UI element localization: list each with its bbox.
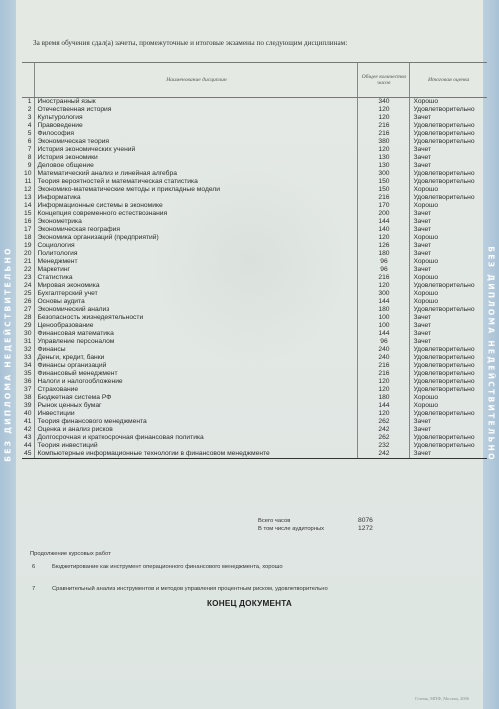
row-number: 16 bbox=[24, 218, 32, 225]
discipline-name: Экономическая теория bbox=[35, 138, 358, 146]
row-number: 15 bbox=[24, 210, 32, 217]
hours-cell: 120 bbox=[358, 114, 410, 122]
discipline-name: Налоги и налогообложение bbox=[35, 378, 358, 386]
hours-cell: 200 bbox=[358, 210, 410, 218]
table-row bbox=[22, 178, 487, 186]
row-number: 42 bbox=[24, 426, 32, 433]
coursework-item bbox=[30, 585, 460, 593]
grade-cell: Удовлетворительно bbox=[410, 130, 487, 138]
grade-cell: Зачет bbox=[410, 314, 487, 322]
hours-cell: 300 bbox=[358, 170, 410, 178]
table-row bbox=[22, 354, 487, 362]
table-row bbox=[22, 402, 487, 410]
grade-cell: Зачет bbox=[410, 242, 487, 250]
total-hours-value: 8076 bbox=[358, 517, 373, 524]
grade-cell: Удовлетворительно bbox=[410, 306, 487, 314]
hours-cell: 150 bbox=[358, 186, 410, 194]
hours-cell: 232 bbox=[358, 442, 410, 450]
grade-cell: Хорошо bbox=[410, 258, 487, 266]
row-number: 12 bbox=[24, 186, 32, 193]
row-number: 37 bbox=[24, 386, 32, 393]
discipline-name: Экономика организаций (предприятий) bbox=[35, 234, 358, 242]
hours-cell: 96 bbox=[358, 258, 410, 266]
discipline-name: Философия bbox=[35, 130, 358, 138]
grade-cell: Удовлетворительно bbox=[410, 346, 487, 354]
table-row bbox=[22, 258, 487, 266]
hours-cell: 120 bbox=[358, 410, 410, 418]
header-grade: Итоговая оценка bbox=[410, 63, 487, 98]
row-number: 18 bbox=[24, 234, 32, 241]
row-number: 23 bbox=[24, 274, 32, 281]
table-row bbox=[22, 314, 487, 322]
table-row bbox=[22, 274, 487, 282]
row-number: 36 bbox=[24, 378, 32, 385]
table-row bbox=[22, 98, 487, 107]
hours-cell: 140 bbox=[358, 226, 410, 234]
hours-cell: 180 bbox=[358, 306, 410, 314]
grade-cell: Хорошо bbox=[410, 202, 487, 210]
row-number: 8 bbox=[27, 154, 32, 161]
grade-cell: Удовлетворительно bbox=[410, 378, 487, 386]
row-number: 32 bbox=[24, 346, 32, 353]
row-number: 34 bbox=[24, 362, 32, 369]
hours-cell: 100 bbox=[358, 322, 410, 330]
table-row bbox=[22, 298, 487, 306]
hours-cell: 180 bbox=[358, 250, 410, 258]
grade-cell: Удовлетворительно bbox=[410, 106, 487, 114]
discipline-name: Мировая экономика bbox=[35, 282, 358, 290]
printer-imprint: Гознак, МПФ, Москва, 2006 bbox=[415, 696, 469, 701]
discipline-name: Экономический анализ bbox=[35, 306, 358, 314]
hours-cell: 130 bbox=[358, 162, 410, 170]
grades-body bbox=[22, 98, 487, 459]
grade-cell: Зачет bbox=[410, 210, 487, 218]
grade-cell: Хорошо bbox=[410, 234, 487, 242]
row-number: 45 bbox=[22, 450, 35, 459]
grade-cell: Зачет bbox=[410, 114, 487, 122]
grade-cell: Удовлетворительно bbox=[410, 170, 487, 178]
row-number: 5 bbox=[27, 130, 32, 137]
grade-cell: Зачет bbox=[410, 162, 487, 170]
discipline-name: История экономики bbox=[35, 154, 358, 162]
table-row bbox=[22, 362, 487, 370]
grade-cell: Удовлетворительно bbox=[410, 362, 487, 370]
table-row bbox=[22, 282, 487, 290]
grade-cell: Зачет bbox=[410, 450, 487, 459]
discipline-name: Финансы bbox=[35, 346, 358, 354]
discipline-name: Рынок ценных бумаг bbox=[35, 402, 358, 410]
row-number: 4 bbox=[27, 122, 32, 129]
row-number: 43 bbox=[24, 434, 32, 441]
discipline-name: Основы аудита bbox=[35, 298, 358, 306]
hours-cell: 340 bbox=[358, 98, 410, 107]
grade-cell: Удовлетворительно bbox=[410, 410, 487, 418]
row-number: 33 bbox=[24, 354, 32, 361]
discipline-name: Статистика bbox=[35, 274, 358, 282]
discipline-name: Бюджетная система РФ bbox=[35, 394, 358, 402]
grade-cell: Хорошо bbox=[410, 402, 487, 410]
discipline-name: Иностранный язык bbox=[35, 98, 358, 107]
discipline-name: Культурология bbox=[35, 114, 358, 122]
discipline-name: Финансовый менеджмент bbox=[35, 370, 358, 378]
table-row bbox=[22, 250, 487, 258]
row-number: 31 bbox=[24, 338, 32, 345]
row-number: 38 bbox=[24, 394, 32, 401]
row-number: 7 bbox=[27, 146, 32, 153]
row-number: 17 bbox=[24, 226, 32, 233]
row-number: 11 bbox=[24, 178, 32, 185]
hours-cell: 216 bbox=[358, 362, 410, 370]
header-hours: Общее количество часов bbox=[358, 63, 410, 98]
table-row bbox=[22, 346, 487, 354]
table-row bbox=[22, 226, 487, 234]
grade-cell: Зачет bbox=[410, 330, 487, 338]
table-header-row bbox=[22, 63, 487, 98]
table-row bbox=[22, 450, 487, 459]
row-number: 40 bbox=[24, 410, 32, 417]
grade-cell: Зачет bbox=[410, 266, 487, 274]
coursework-num: 7 bbox=[32, 586, 36, 592]
table-row bbox=[22, 194, 487, 202]
grade-cell: Удовлетворительно bbox=[410, 122, 487, 130]
discipline-name: Экономическая география bbox=[35, 226, 358, 234]
table-row bbox=[22, 186, 487, 194]
discipline-name: Математический анализ и линейная алгебра bbox=[35, 170, 358, 178]
hours-cell: 144 bbox=[358, 298, 410, 306]
table-row bbox=[22, 170, 487, 178]
discipline-name: Безопасность жизнедеятельности bbox=[35, 314, 358, 322]
table-row bbox=[22, 106, 487, 114]
grade-cell: Зачет bbox=[410, 338, 487, 346]
grade-cell: Зачет bbox=[410, 154, 487, 162]
discipline-name: Концепция современного естествознания bbox=[35, 210, 358, 218]
table-row bbox=[22, 338, 487, 346]
row-number: 29 bbox=[24, 322, 32, 329]
hours-cell: 120 bbox=[358, 378, 410, 386]
table-row bbox=[22, 218, 487, 226]
discipline-name: Экономико-математические методы и прикладные модели bbox=[35, 186, 358, 194]
table-row bbox=[22, 394, 487, 402]
coursework-item bbox=[30, 563, 460, 571]
hours-cell: 242 bbox=[358, 450, 410, 459]
discipline-name: Маркетинг bbox=[35, 266, 358, 274]
row-number: 20 bbox=[24, 250, 32, 257]
hours-cell: 96 bbox=[358, 266, 410, 274]
grade-cell: Удовлетворительно bbox=[410, 138, 487, 146]
discipline-name: Финансовая математика bbox=[35, 330, 358, 338]
discipline-name: Оценка и анализ рисков bbox=[35, 426, 358, 434]
hours-cell: 120 bbox=[358, 106, 410, 114]
table-row bbox=[22, 130, 487, 138]
hours-cell: 144 bbox=[358, 218, 410, 226]
row-number: 30 bbox=[24, 330, 32, 337]
grade-cell: Удовлетворительно bbox=[410, 194, 487, 202]
grade-cell: Удовлетворительно bbox=[410, 370, 487, 378]
hours-cell: 180 bbox=[358, 394, 410, 402]
row-number: 26 bbox=[24, 298, 32, 305]
table-row bbox=[22, 418, 487, 426]
row-number: 39 bbox=[24, 402, 32, 409]
courseworks-section bbox=[30, 551, 460, 593]
table-row bbox=[22, 210, 487, 218]
hours-cell: 216 bbox=[358, 370, 410, 378]
table-row bbox=[22, 370, 487, 378]
hours-cell: 120 bbox=[358, 146, 410, 154]
header-num bbox=[22, 63, 35, 98]
hours-cell: 130 bbox=[358, 154, 410, 162]
grade-cell: Хорошо bbox=[410, 290, 487, 298]
row-number: 25 bbox=[24, 290, 32, 297]
discipline-name: Информационные системы в экономике bbox=[35, 202, 358, 210]
hours-cell: 216 bbox=[358, 122, 410, 130]
hours-cell: 100 bbox=[358, 314, 410, 322]
table-row bbox=[22, 322, 487, 330]
table-row bbox=[22, 154, 487, 162]
table-row bbox=[22, 442, 487, 450]
table-row bbox=[22, 266, 487, 274]
row-number: 3 bbox=[27, 114, 32, 121]
grade-cell: Удовлетворительно bbox=[410, 354, 487, 362]
row-number: 27 bbox=[24, 306, 32, 313]
hours-cell: 380 bbox=[358, 138, 410, 146]
discipline-name: История экономических учений bbox=[35, 146, 358, 154]
discipline-name: Менеджмент bbox=[35, 258, 358, 266]
grade-cell: Хорошо bbox=[410, 186, 487, 194]
side-banner-text: БЕЗ ДИПЛОМА НЕДЕЙСТВИТЕЛЬНО bbox=[486, 246, 496, 462]
classroom-hours-value: 1272 bbox=[358, 525, 373, 532]
grade-cell: Удовлетворительно bbox=[410, 282, 487, 290]
classroom-hours-row bbox=[258, 525, 388, 533]
total-hours-row bbox=[258, 517, 388, 525]
coursework-text: Бюджетирование как инструмент операционного финансового менеджмента, хорошо bbox=[52, 564, 283, 570]
hours-cell: 216 bbox=[358, 274, 410, 282]
discipline-name: Ценообразование bbox=[35, 322, 358, 330]
row-number: 21 bbox=[24, 258, 32, 265]
grade-cell: Хорошо bbox=[410, 394, 487, 402]
discipline-name: Информатика bbox=[35, 194, 358, 202]
row-number: 41 bbox=[24, 418, 32, 425]
discipline-name: Долгосрочная и краткосрочная финансовая политика bbox=[35, 434, 358, 442]
hours-cell: 150 bbox=[358, 178, 410, 186]
grade-cell: Удовлетворительно bbox=[410, 178, 487, 186]
row-number: 28 bbox=[24, 314, 32, 321]
grades-table bbox=[22, 62, 487, 459]
discipline-name: Бухгалтерский учет bbox=[35, 290, 358, 298]
hours-cell: 170 bbox=[358, 202, 410, 210]
intro-text: За время обучения сдал(а) зачеты, промежуточные и итоговые экзамены по следующим дисциплинам: bbox=[33, 39, 348, 47]
row-number: 1 bbox=[27, 98, 32, 105]
hours-cell: 262 bbox=[358, 418, 410, 426]
hours-cell: 120 bbox=[358, 386, 410, 394]
totals-block bbox=[258, 517, 388, 533]
discipline-name: Эконометрика bbox=[35, 218, 358, 226]
row-number: 13 bbox=[24, 194, 32, 201]
coursework-num: 6 bbox=[32, 564, 36, 570]
grade-cell: Хорошо bbox=[410, 274, 487, 282]
discipline-name: Страхование bbox=[35, 386, 358, 394]
table-row bbox=[22, 434, 487, 442]
row-number: 35 bbox=[24, 370, 32, 377]
table-row bbox=[22, 330, 487, 338]
discipline-name: Политология bbox=[35, 250, 358, 258]
discipline-name: Теория финансового менеджмента bbox=[35, 418, 358, 426]
grade-cell: Зачет bbox=[410, 418, 487, 426]
discipline-name: Социология bbox=[35, 242, 358, 250]
grade-cell: Зачет bbox=[410, 250, 487, 258]
side-banner-text: БЕЗ ДИПЛОМА НЕДЕЙСТВИТЕЛЬНО bbox=[3, 246, 13, 462]
hours-cell: 216 bbox=[358, 194, 410, 202]
grade-cell: Зачет bbox=[410, 226, 487, 234]
row-number: 22 bbox=[24, 266, 32, 273]
classroom-hours-label: В том числе аудиторных bbox=[258, 526, 325, 532]
table-row bbox=[22, 234, 487, 242]
table-row bbox=[22, 138, 487, 146]
hours-cell: 144 bbox=[358, 330, 410, 338]
row-number: 14 bbox=[24, 202, 32, 209]
table-row bbox=[22, 306, 487, 314]
table-row bbox=[22, 242, 487, 250]
hours-cell: 240 bbox=[358, 346, 410, 354]
row-number: 10 bbox=[24, 170, 32, 177]
grade-cell: Удовлетворительно bbox=[410, 434, 487, 442]
row-number: 44 bbox=[24, 442, 32, 449]
row-number: 2 bbox=[27, 106, 32, 113]
hours-cell: 262 bbox=[358, 434, 410, 442]
table-row bbox=[22, 202, 487, 210]
grade-cell: Зачет bbox=[410, 322, 487, 330]
row-number: 19 bbox=[24, 242, 32, 249]
end-of-document: КОНЕЦ ДОКУМЕНТА bbox=[206, 599, 293, 608]
discipline-name: Управление персоналом bbox=[35, 338, 358, 346]
discipline-name: Компьютерные информационные технологии в финансовом менеджменте bbox=[35, 450, 358, 459]
table-row bbox=[22, 410, 487, 418]
discipline-name: Правоведение bbox=[35, 122, 358, 130]
table-row bbox=[22, 378, 487, 386]
courseworks-heading: Продолжение курсовых работ bbox=[30, 551, 111, 557]
hours-cell: 300 bbox=[358, 290, 410, 298]
grade-cell: Зачет bbox=[410, 146, 487, 154]
header-discipline: Наименование дисциплин bbox=[35, 63, 358, 98]
grade-cell: Хорошо bbox=[410, 98, 487, 107]
hours-cell: 126 bbox=[358, 242, 410, 250]
discipline-name: Деловое общение bbox=[35, 162, 358, 170]
grade-cell: Удовлетворительно bbox=[410, 442, 487, 450]
grade-cell: Удовлетворительно bbox=[410, 386, 487, 394]
discipline-name: Инвестиции bbox=[35, 410, 358, 418]
discipline-name: Теория вероятностей и математическая статистика bbox=[35, 178, 358, 186]
table-row bbox=[22, 386, 487, 394]
hours-cell: 120 bbox=[358, 234, 410, 242]
row-number: 6 bbox=[27, 138, 32, 145]
hours-cell: 216 bbox=[358, 130, 410, 138]
coursework-text: Сравнительный анализ инструментов и методов управления процентным риском, удовлетворительно bbox=[52, 586, 328, 592]
discipline-name: Отечественная история bbox=[35, 106, 358, 114]
hours-cell: 144 bbox=[358, 402, 410, 410]
table-row bbox=[22, 162, 487, 170]
total-hours-label: Всего часов bbox=[258, 518, 291, 524]
hours-cell: 96 bbox=[358, 338, 410, 346]
discipline-name: Деньги, кредит, банки bbox=[35, 354, 358, 362]
discipline-name: Финансы организаций bbox=[35, 362, 358, 370]
hours-cell: 242 bbox=[358, 426, 410, 434]
grade-cell: Зачет bbox=[410, 426, 487, 434]
table-row bbox=[22, 122, 487, 130]
table-row bbox=[22, 114, 487, 122]
grade-cell: Зачет bbox=[410, 218, 487, 226]
table-row bbox=[22, 426, 487, 434]
discipline-name: Теория инвестиций bbox=[35, 442, 358, 450]
hours-cell: 120 bbox=[358, 282, 410, 290]
row-number: 24 bbox=[24, 282, 32, 289]
table-row bbox=[22, 290, 487, 298]
row-number: 9 bbox=[27, 162, 32, 169]
hours-cell: 240 bbox=[358, 354, 410, 362]
grade-cell: Хорошо bbox=[410, 298, 487, 306]
table-row bbox=[22, 146, 487, 154]
